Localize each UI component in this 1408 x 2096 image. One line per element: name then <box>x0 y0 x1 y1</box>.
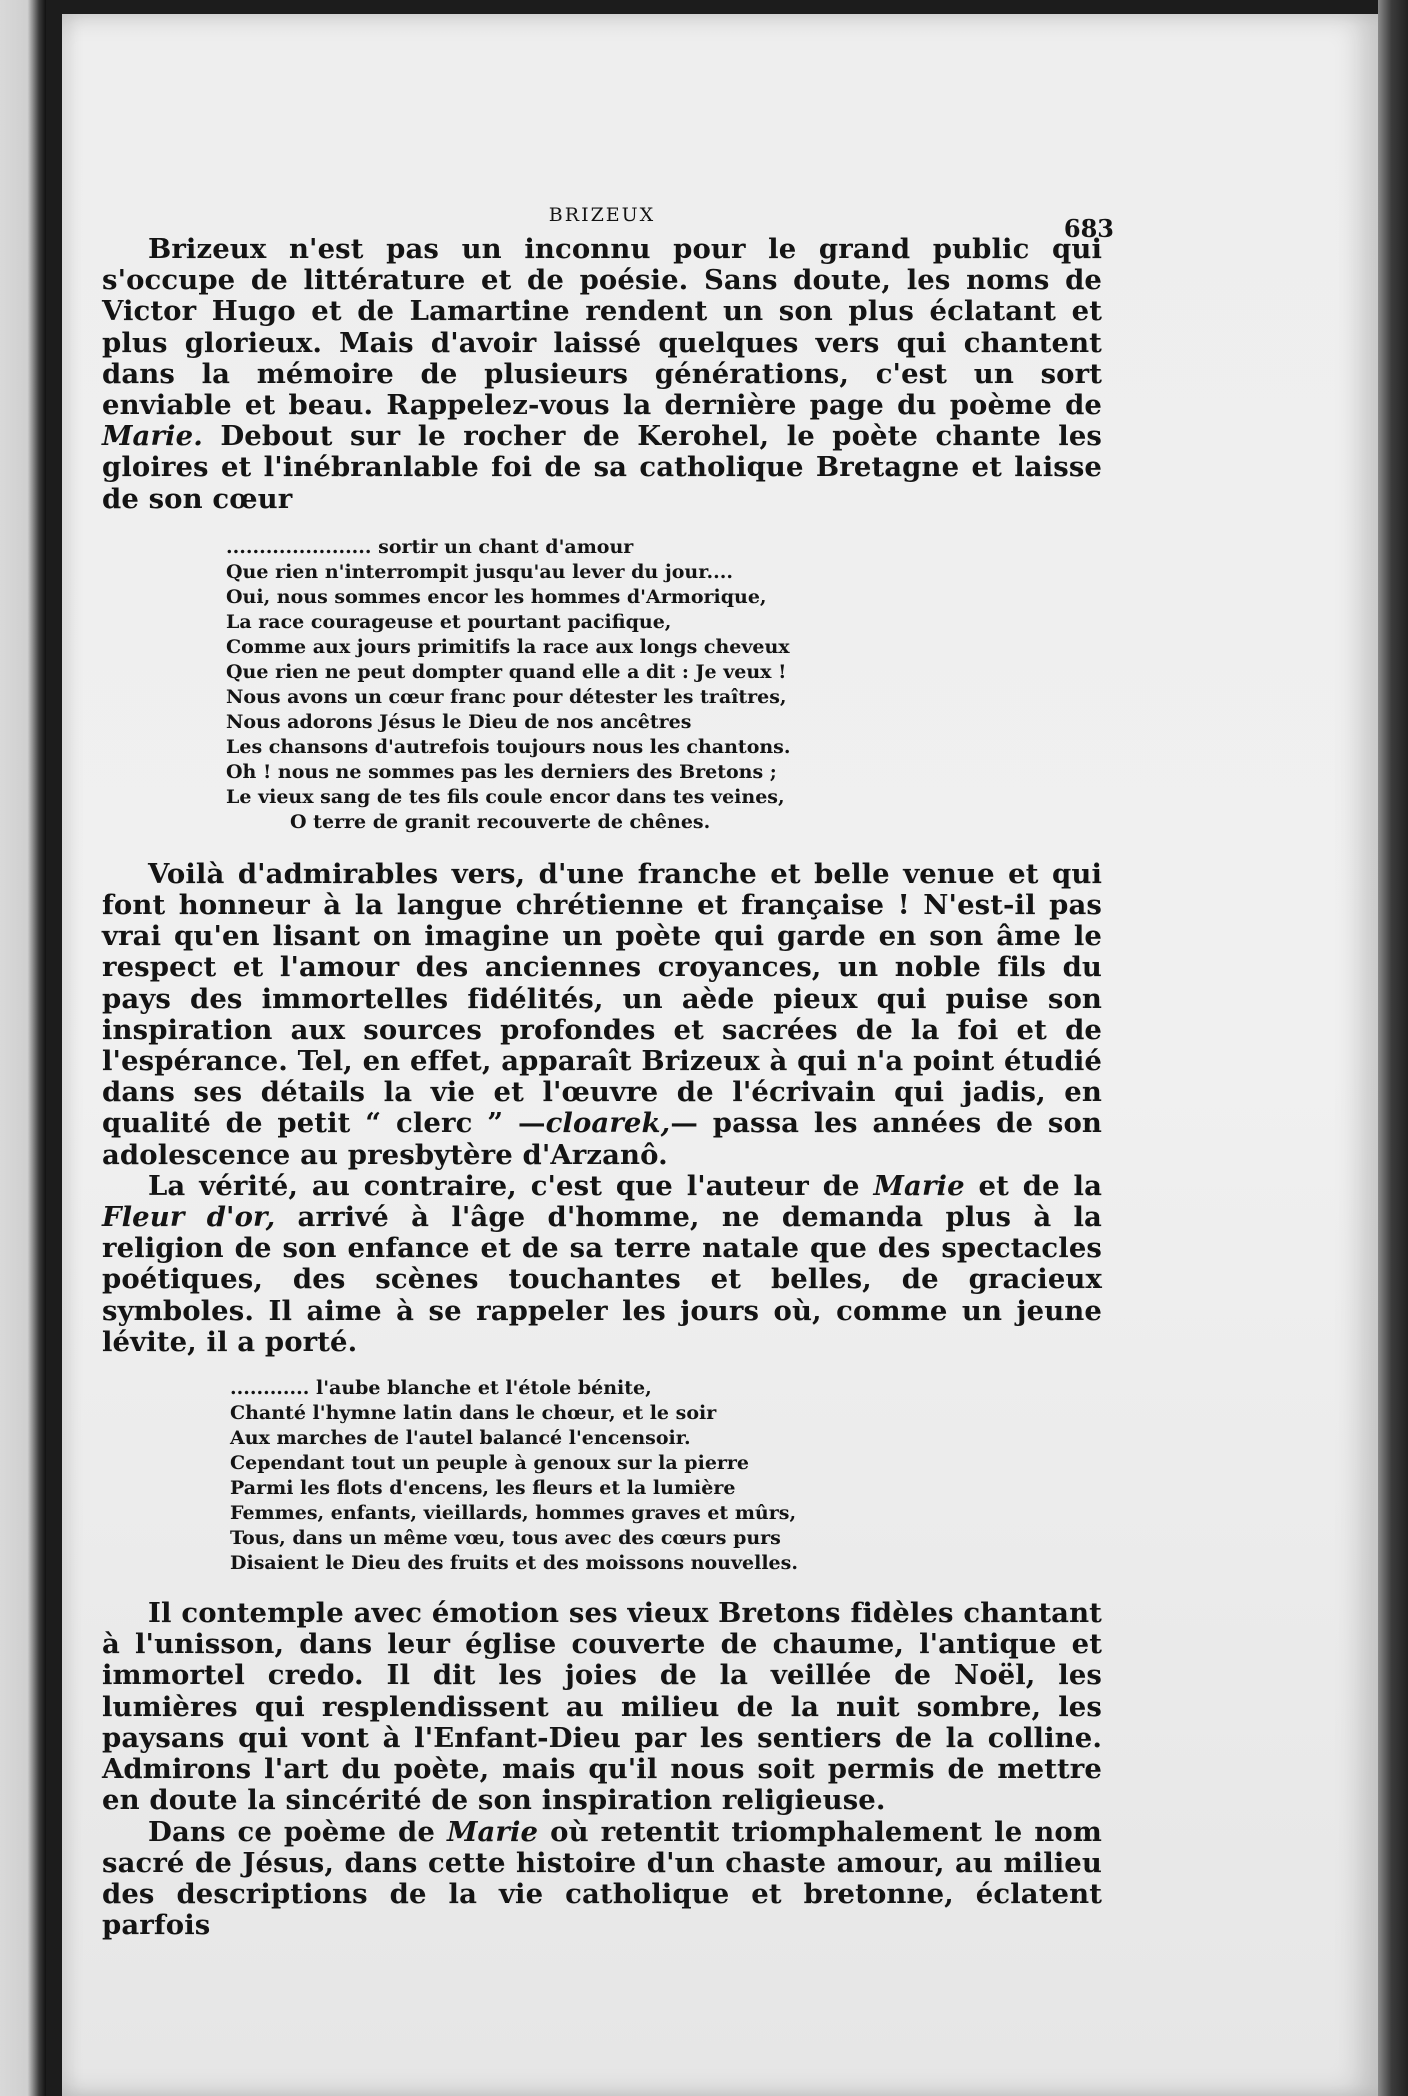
poem-line: Nous adorons Jésus le Dieu de nos ancêtres <box>226 710 692 733</box>
poem-line: ...................... sortir un chant d'amour <box>226 535 634 558</box>
poem-line: Disaient le Dieu des fruits et des moissons nouvelles. <box>230 1552 798 1575</box>
poem-quote-1 <box>226 535 1102 835</box>
page-number: 683 <box>1063 214 1114 243</box>
paragraph-5-title: Marie <box>446 1815 539 1848</box>
page-content <box>102 188 1114 1942</box>
paragraph-2-text: Voilà d'admirables vers, d'une franche et belle venue et qui font honneur à la langue chrétienne et française ! N'est-il pas vrai qu'en lisant on imagine un poète qui garde en son âme le respect et l'amour des anciennes croyances, un noble fils du pays des immortelles fidélités, un aède pieux qui puise son inspiration aux sources profondes et sacrées de la foi et de l'espérance. Tel, en effet, apparaît Brizeux à qui n'a point étudié dans ses détails la vie et l'œuvre de l'écrivain qui jadis, en qualité de petit “ clerc ” — <box>102 857 1102 1140</box>
paragraph-1-title: Marie. <box>102 420 203 453</box>
paragraph-3-title-1: Marie <box>873 1169 965 1202</box>
paragraph-1-end: Debout sur le rocher de Kerohel, le poète chante les gloires et l'inébranlable foi de sa catholique Bretagne et laisse de son cœur <box>102 420 1102 515</box>
poem-line: Que rien ne peut dompter quand elle a dit : Je veux ! <box>226 660 787 683</box>
poem-line: Femmes, enfants, vieillards, hommes graves et mûrs, <box>230 1502 797 1525</box>
poem-line: Que rien n'interrompit jusqu'au lever du jour.... <box>226 560 733 583</box>
paragraph-4: Il contemple avec émotion ses vieux Bretons fidèles chantant à l'unisson, dans leur église couverte de chaume, l'antique et immortel credo. Il dit les joies de la veillée de Noël, les lumières qui resplendissent au milieu de la nuit sombre, les paysans qui vont à l'Enfant-Dieu par les sentiers de la colline. Admirons l'art du poète, mais qu'il nous soit permis de mettre en doute la sincérité de son inspiration religieuse. <box>102 1597 1102 1817</box>
paragraph-2-italic-word: cloarek, <box>545 1107 671 1140</box>
left-margin-strip <box>0 0 46 2096</box>
poem-quote-2 <box>230 1376 1102 1576</box>
poem-line: Nous avons un cœur franc pour détester les traîtres, <box>226 685 787 708</box>
poem-line: Oh ! nous ne sommes pas les derniers des Bretons ; <box>226 760 777 783</box>
paragraph-3-title-2: Fleur d'or, <box>102 1201 276 1234</box>
paragraph-5-text: Dans ce poème de <box>148 1815 447 1848</box>
running-title: BRIZEUX <box>548 204 656 226</box>
poem-line: ............ l'aube blanche et l'étole bénite, <box>230 1377 652 1400</box>
paragraph-1-text: Brizeux n'est pas un inconnu pour le grand public qui s'occupe de littérature et de poésie. Sans doute, les noms de Victor Hugo et de Lamartine rendent un son plus éclatant et plus glorieux. Mais d'avoir laissé quelques vers qui chantent dans la mémoire de plusieurs générations, c'est un sort enviable et beau. Rappelez-vous la dernière page du poème de <box>102 233 1102 422</box>
paragraph-5 <box>102 1817 1102 1942</box>
paragraph-3-mid: et de la <box>964 1169 1103 1202</box>
poem-line: Le vieux sang de tes fils coule encor dans tes veines, <box>226 785 785 808</box>
running-head <box>102 188 1114 243</box>
paragraph-3-end: arrivé à l'âge d'homme, ne demanda plus à la religion de son enfance et de sa terre natale que des spectacles poétiques, des scènes touchantes et belles, de gracieux symboles. Il aime à se rappeler les jours où, comme un jeune lévite, il a porté. <box>102 1201 1102 1358</box>
paragraph-2-end: — passa les années de son adolescence au presbytère d'Arzanô. <box>102 1107 1102 1171</box>
poem-line: Comme aux jours primitifs la race aux longs cheveux <box>226 635 790 658</box>
poem-line: Aux marches de l'autel balancé l'encensoir. <box>230 1427 691 1450</box>
poem-line: Chanté l'hymne latin dans le chœur, et le soir <box>230 1402 717 1425</box>
poem-line: Tous, dans un même vœu, tous avec des cœurs purs <box>230 1527 781 1550</box>
paragraph-3 <box>102 1171 1102 1358</box>
poem-line: O terre de granit recouverte de chênes. <box>290 810 711 833</box>
poem-line: Cependant tout un peuple à genoux sur la pierre <box>230 1452 750 1475</box>
poem-line: Les chansons d'autrefois toujours nous les chantons. <box>226 735 791 758</box>
paragraph-5-end: où retentit triomphalement le nom sacré de Jésus, dans cette histoire d'un chaste amour, au milieu des descriptions de la vie catholique et bretonne, éclatent parfois <box>102 1815 1102 1942</box>
poem-line: La race courageuse et pourtant pacifique, <box>226 610 672 633</box>
poem-line: Parmi les flots d'encens, les fleurs et la lumière <box>230 1477 736 1500</box>
right-page-edge <box>1378 0 1408 2096</box>
paragraph-1 <box>102 234 1102 515</box>
poem-line: Oui, nous sommes encor les hommes d'Armorique, <box>226 585 767 608</box>
paragraph-3-text: La vérité, au contraire, c'est que l'auteur de <box>148 1169 874 1202</box>
paragraph-2 <box>102 859 1102 1171</box>
